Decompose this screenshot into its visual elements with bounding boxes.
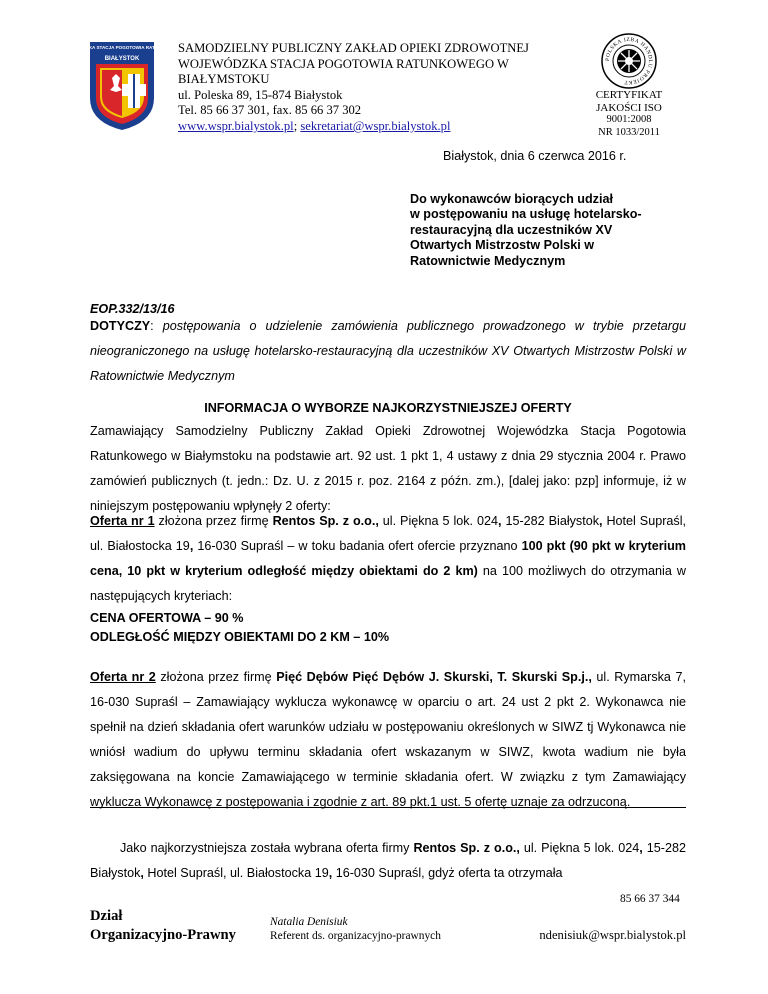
iso-certificate-seal bbox=[600, 32, 658, 90]
date-line: Białystok, dnia 6 czerwca 2016 r. bbox=[443, 149, 627, 163]
email-link[interactable]: sekretariat@wspr.bialystok.pl bbox=[300, 118, 451, 133]
addressee-line: Otwartych Mistrzostw Polski w bbox=[410, 238, 595, 253]
offer1-label: Oferta nr 1 bbox=[90, 514, 155, 528]
footer-person bbox=[270, 915, 441, 943]
logo-text-top: WOJEWÓDZKA STACJA POGOTOWIA RATUNKOWEGO bbox=[61, 45, 183, 50]
addressee-line: restauracyjną dla uczestników XV bbox=[410, 222, 613, 237]
link-separator: ; bbox=[293, 118, 298, 133]
subject-text: postępowania o udzielenie zamówienia publicznego prowadzonego w trybie przetargu nieograniczonego na usługę hotelarsko-restauracyjną dla uczestników XV Otwartych Mistrzostw Polski w Ratownictwie Medycznym bbox=[90, 319, 687, 383]
department-line2: Organizacyjno-Prawny bbox=[90, 927, 236, 943]
organization-header bbox=[178, 41, 529, 135]
intro-paragraph: Zamawiający Samodzielny Publiczny Zakład Opieki Zdrowotnej Wojewódzka Stacja Pogotowia Ratunkowego w Białymstoku na podstawie art. 92 ust. 1 pkt 1, 4 ustawy z dnia 29 stycznia 2004 r. Prawo zamówień publicznych (t. jedn.: Dz. U. z 2015 r. poz. 2164 z późn. zm.), [dalej jako: pzp] informuje, iż w niniejszym postępowaniu wpłynęły 2 oferty: bbox=[90, 424, 686, 513]
addressee-line: w postępowaniu na usługę hotelarsko- bbox=[410, 207, 642, 222]
criterion-distance: ODLEGŁOŚĆ MIĘDZY OBIEKTAMI DO 2 KM – 10% bbox=[90, 630, 390, 644]
addressee-block bbox=[410, 192, 642, 269]
offer2-paragraph: Oferta nr 2 złożona przez firmę Pięć Dębów Pięć Dębów J. Skurski, T. Skurski Sp.j., ul. Rymarska 7, 16-030 Supraśl – Zamawiający wyklucza wykonawcę w oparciu o art. 24 ust 2 pkt 2. Wykonawca nie spełnił na dzień składania ofert warunków udziału w postępowaniu określonych w SIWZ tj Wykonawca nie wniósł wadium do upływu terminu składania ofert wskazanym w SIWZ, kwota wadium nie była zaksięgowana na koncie Zamawiającego w terminie składania ofert. W związku z tym Zamawiający wyklucza Wykonawcę z postępowania i zgodnie z art. 89 pkt.1 ust. 5 ofertę uznaje za odrzuconą. bbox=[90, 670, 686, 809]
addressee-line: Do wykonawców biorących udział bbox=[410, 192, 613, 206]
document-title: INFORMACJA O WYBORZE NAJKORZYSTNIEJSZEJ OFERTY bbox=[204, 401, 572, 415]
person-name: Natalia Denisiuk bbox=[270, 916, 348, 928]
org-phone: Tel. 85 66 37 301, fax. 85 66 37 302 bbox=[178, 103, 362, 118]
cert-line3: 9001:2008 bbox=[606, 114, 652, 126]
footer-phone: 85 66 37 344 bbox=[620, 893, 680, 905]
department-line1: Dział bbox=[90, 908, 123, 924]
offer1-paragraph: Oferta nr 1 złożona przez firmę Rentos Sp. z o.o., ul. Piękna 5 lok. 024, 15-282 Białystok, Hotel Supraśl, ul. Białostocka 19, 16-030 Supraśl – w toku badania ofert ofercie przyznano 100 pkt (90 pkt w kryterium cena, 10 pkt w kryterium odległość między obiektami do 2 km) na 100 możliwych do otrzymania w następujących kryteriach: bbox=[90, 514, 687, 603]
offer2-company: Pięć Dębów Pięć Dębów J. Skurski, T. Skurski Sp.j., bbox=[276, 670, 592, 684]
conclusion-company: Rentos Sp. z o.o., bbox=[413, 841, 520, 855]
footer-divider bbox=[90, 807, 686, 808]
org-name-line2: WOJEWÓDZKA STACJA POGOTOWIA RATUNKOWEGO W bbox=[178, 56, 509, 71]
website-link[interactable]: www.wspr.bialystok.pl bbox=[178, 118, 294, 133]
cert-line4: NR 1033/2011 bbox=[598, 126, 660, 138]
offer2-label: Oferta nr 2 bbox=[90, 670, 156, 684]
seal-ring-text: POLSKA IZBA HANDLU PROJEKT bbox=[604, 36, 654, 86]
person-role: Referent ds. organizacyjno-prawnych bbox=[270, 930, 441, 942]
footer-email: ndenisiuk@wspr.bialystok.pl bbox=[539, 928, 686, 942]
addressee-line: Ratownictwie Medycznym bbox=[410, 253, 566, 268]
org-name-line1: SAMODZIELNY PUBLICZNY ZAKŁAD OPIEKI ZDROWOTNEJ bbox=[178, 41, 529, 55]
conclusion-paragraph: Jako najkorzystniejsza została wybrana oferta firmy Rentos Sp. z o.o., ul. Piękna 5 lok. 024, 15-282 Białystok, Hotel Supraśl, ul. Białostocka 19, 16-030 Supraśl, gdyż oferta ta otrzymała bbox=[90, 841, 686, 880]
reference-number: EOP.332/13/16 bbox=[90, 302, 175, 316]
criterion-price: CENA OFERTOWA – 90 % bbox=[90, 611, 244, 625]
org-address: ul. Poleska 89, 15-874 Białystok bbox=[178, 87, 343, 102]
cert-line2: JAKOŚCI ISO bbox=[596, 101, 662, 114]
org-name-line3: BIAŁYMSTOKU bbox=[178, 72, 270, 87]
cert-line1: CERTYFIKAT bbox=[595, 89, 663, 101]
subject-label: DOTYCZY bbox=[90, 319, 151, 333]
subject-paragraph: DOTYCZY: postępowania o udzielenie zamówienia publicznego prowadzonego w trybie przetargu nieograniczonego na usługę hotelarsko-restauracyjną dla uczestników XV Otwartych Mistrzostw Polski w Ratownictwie Medycznym bbox=[90, 319, 687, 383]
logo-text-city: BIAŁYSTOK bbox=[104, 56, 140, 62]
footer-department bbox=[90, 907, 236, 945]
offer1-company: Rentos Sp. z o.o., bbox=[272, 514, 379, 528]
iso-certificate-text bbox=[586, 89, 672, 139]
organization-logo bbox=[61, 40, 183, 132]
offer1-score: 100 pkt (90 pkt w kryterium cena, 10 pkt w kryterium odległość między obiektami do 2 km) bbox=[90, 539, 686, 578]
